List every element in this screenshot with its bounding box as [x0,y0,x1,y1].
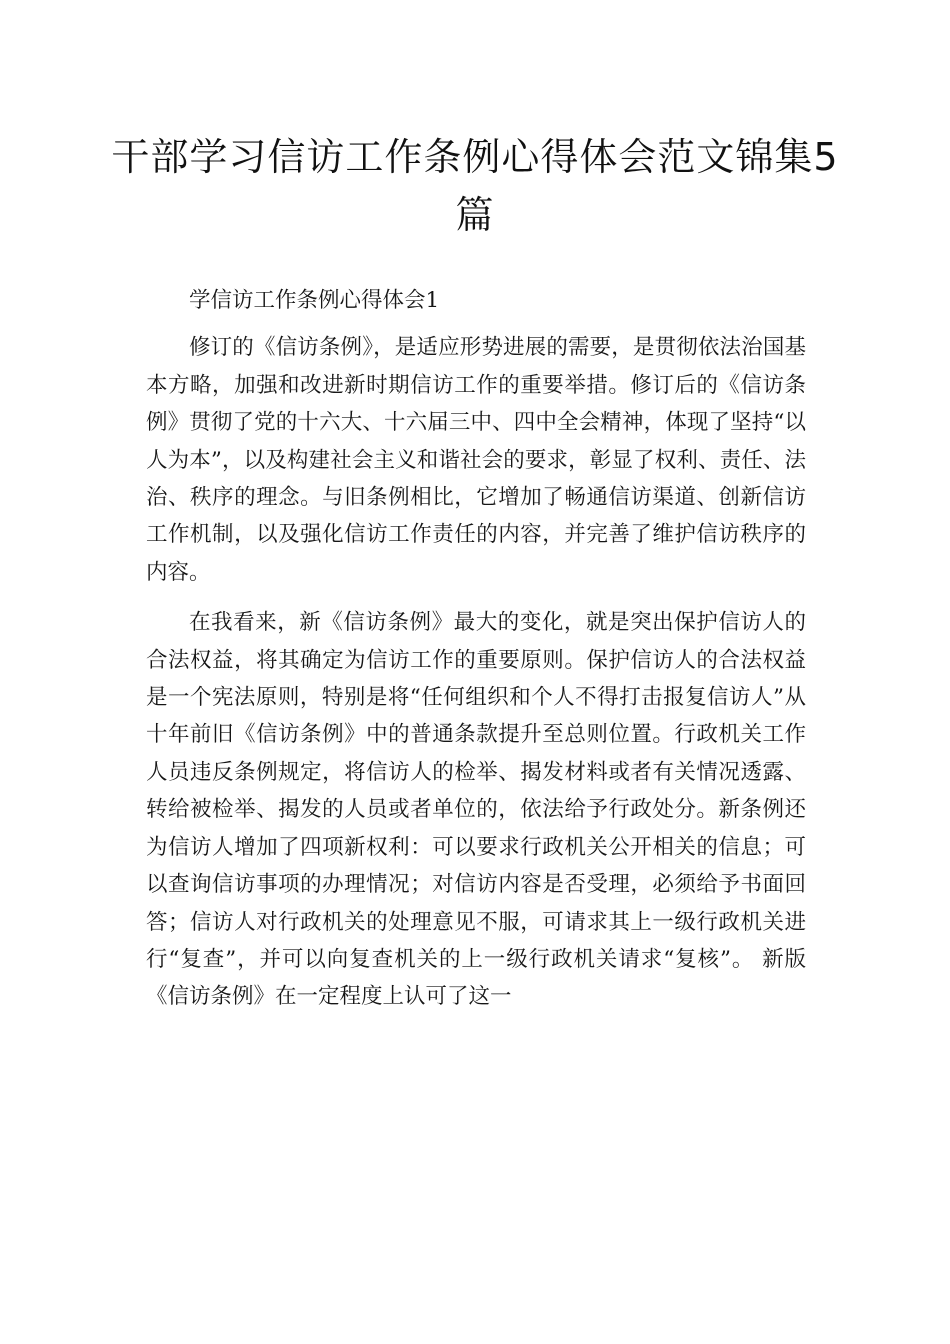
section-heading: 学信访工作条例心得体会1 [189,288,440,313]
paragraph-1: 修订的《信访条例》，是适应形势进展的需要，是贯彻依法治国基本方略，加强和改进新时期信访工作的重要举措。修订后的《信访条例》贯彻了党的十六大、十六届三中、四中全会精神，体现了坚持“以人为本”，以及构建社会主义和谐社会的要求，彰显了权利、责任、法治、秩序的理念。与旧条例相比，它增加了畅通信访渠道、创新信访工作机制，以及强化信访工作责任的内容，并完善了维护信访秩序的内容。 [146,335,806,585]
paragraph-2: 在我看来，新《信访条例》最大的变化，就是突出保护信访人的合法权益，将其确定为信访工作的重要原则。保护信访人的合法权益是一个宪法原则，特别是将“任何组织和个人不得打击报复信访人”从十年前旧《信访条例》中的普通条款提升至总则位置。行政机关工作人员违反条例规定，将信访人的检举、揭发材料或者有关情况透露、转给被检举、揭发的人员或者单位的，依法给予行政处分。新条例还为信访人增加了四项新权利：可以要求行政机关公开相关的信息；可以查询信访事项的办理情况；对信访内容是否受理，必须给予书面回答；信访人对行政机关的处理意见不服，可请求其上一级行政机关进行“复查”，并可以向复查机关的上一级行政机关请求“复核”。 新版《信访条例》在一定程度上认可了这一 [146,610,806,1010]
document-body [146,282,806,1029]
document-title: 干部学习信访工作条例心得体会范文锦集5篇 [111,135,839,237]
